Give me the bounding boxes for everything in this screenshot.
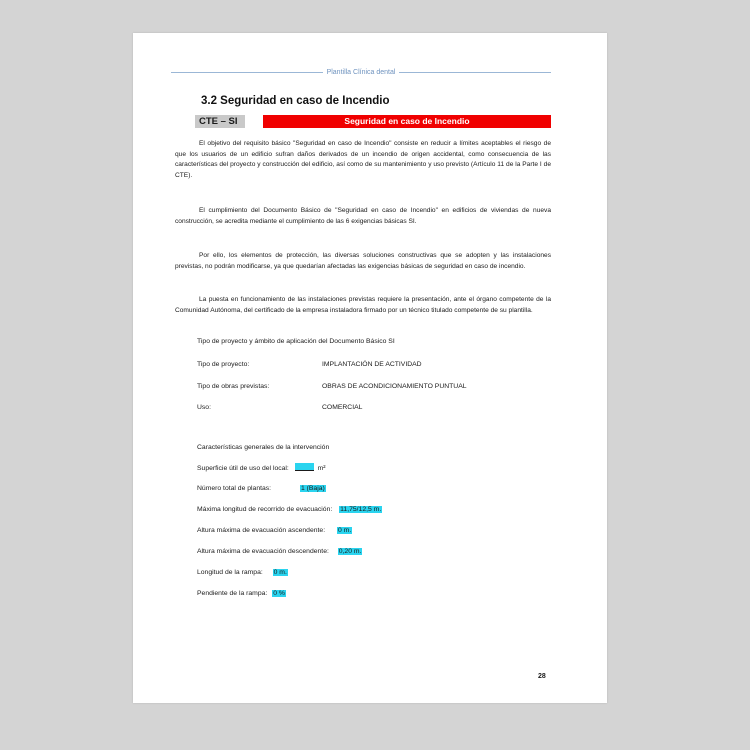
route-value: 11,75/12,5 m.	[340, 506, 382, 513]
ascending-row	[197, 526, 352, 535]
section-title: 3.2 Seguridad en caso de Incendio	[201, 95, 390, 107]
document-page	[133, 33, 607, 703]
page-number: 28	[538, 673, 546, 680]
section-banner: Seguridad en caso de Incendio	[263, 115, 551, 128]
cte-code-label: CTE – SI	[195, 115, 245, 128]
intervention-heading: Características generales de la intervención	[197, 444, 330, 451]
route-row	[197, 505, 382, 514]
ascending-label: Altura máxima de evacuación ascendente:	[197, 527, 326, 534]
floors-row	[197, 484, 326, 493]
works-type-label: Tipo de obras previstas:	[197, 383, 270, 390]
running-title: Plantilla Clínica dental	[326, 69, 396, 76]
surface-value-blank	[295, 463, 314, 471]
route-label: Máxima longitud de recorrido de evacuación:	[197, 506, 333, 513]
header-rule-right	[399, 72, 551, 73]
ramp-slope-value: 0 %	[273, 590, 285, 597]
works-type-value: OBRAS DE ACONDICIONAMIENTO PUNTUAL	[322, 383, 467, 390]
paragraph-objective: El objetivo del requisito básico "Seguridad en caso de Incendio" consiste en reducir a límites aceptables el riesgo de que los usuarios de un edificio sufran daños derivados de un incendio de origen accidental, como consecuencia de las características del proyecto y construcción del edificio, así como de su mantenimiento y uso previsto (Artículo 11 de la Parte I de CTE).	[175, 140, 551, 180]
floors-label: Número total de plantas:	[197, 485, 272, 492]
paragraph-installations: La puesta en funcionamiento de las instalaciones previstas requiere la presentación, ante el órgano competente de la Comunidad Autónoma, del certificado de la empresa instaladora firmado por un técnico titulado competente de su plantilla.	[175, 296, 551, 314]
paragraph-protection: Por ello, los elementos de protección, las diversas soluciones constructivas que se adopten y las instalaciones previstas, no podrán modificarse, ya que quedarían afectadas las exigencias básicas de seguridad en caso de incendio.	[175, 252, 551, 270]
project-type-label: Tipo de proyecto:	[197, 361, 250, 368]
project-type-value: IMPLANTACIÓN DE ACTIVIDAD	[322, 361, 422, 368]
use-value: COMERCIAL	[322, 404, 363, 411]
ramp-length-row	[197, 568, 288, 577]
ascending-value: 0 m.	[337, 527, 352, 534]
ramp-slope-label: Pendiente de la rampa:	[197, 590, 268, 597]
running-header	[171, 69, 551, 76]
floors-value: 1 (Baja)	[300, 485, 325, 492]
ramp-length-value: 0 m.	[273, 569, 287, 576]
descending-value: 0,20 m.	[338, 548, 362, 555]
project-heading: Tipo de proyecto y ámbito de aplicación del Documento Básico SI	[197, 338, 395, 345]
ramp-length-label: Longitud de la rampa:	[197, 569, 263, 576]
ramp-slope-row	[197, 589, 286, 598]
descending-label: Altura máxima de evacuación descendente:	[197, 548, 329, 555]
paragraph-compliance: El cumplimiento del Documento Básico de "Seguridad en caso de Incendio" en edificios de viviendas de nueva construcción, se acredita mediante el cumplimiento de las 6 exigencias básicas SI.	[175, 207, 551, 225]
use-label: Uso:	[197, 404, 211, 411]
surface-label: Superficie útil de uso del local:	[197, 465, 289, 472]
header-rule-left	[171, 72, 323, 73]
surface-unit: m²	[317, 465, 326, 472]
surface-row	[197, 463, 326, 473]
descending-row	[197, 547, 362, 556]
